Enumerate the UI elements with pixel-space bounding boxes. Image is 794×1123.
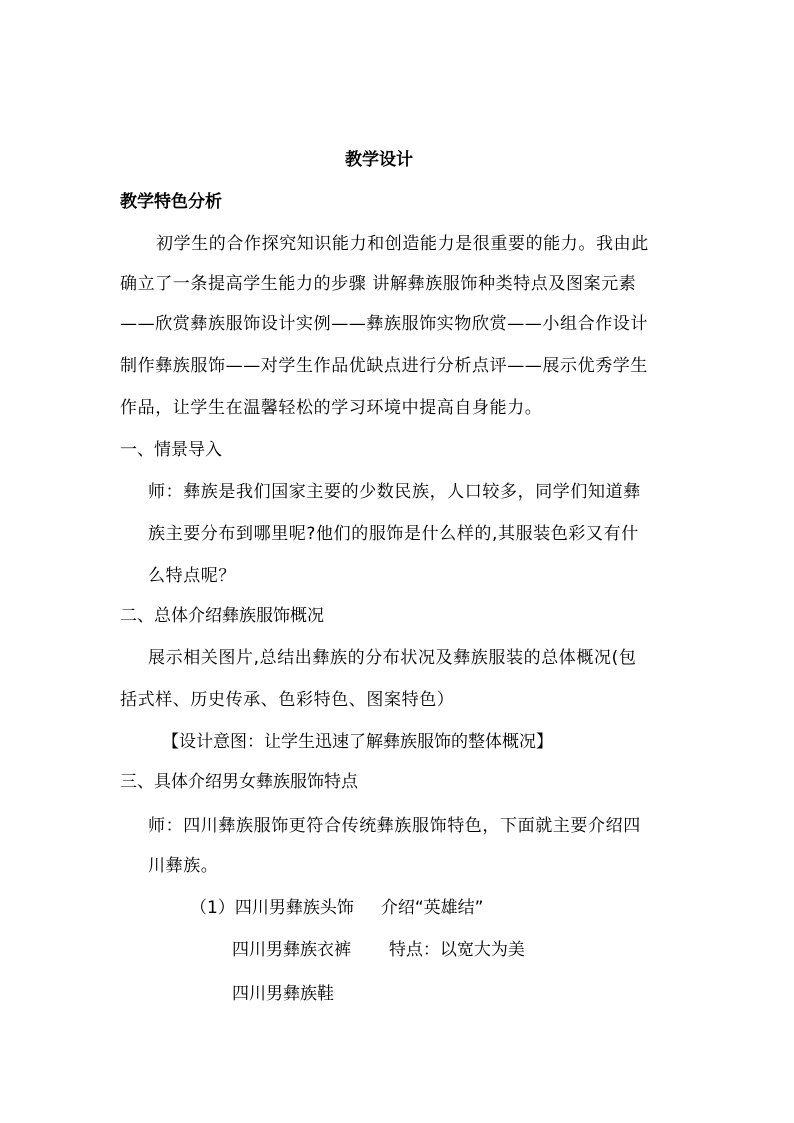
- paragraph-line: 括式样、历史传承、色彩特色、图案特色）: [120, 690, 455, 710]
- list-item: （1）四川男彝族头饰 介绍“英雄结”: [190, 898, 484, 918]
- paragraph-line: 师：四川彝族服饰更符合传统彝族服饰特色，下面就主要介绍四: [148, 816, 641, 836]
- intro-line: 确立了一条提高学生能力的步骤 讲解彝族服饰种类特点及图案元素: [120, 274, 637, 294]
- list-item: 四川男彝族鞋: [232, 984, 334, 1004]
- paragraph-line: 川彝族。: [148, 856, 219, 876]
- list-item: 四川男彝族衣裤 特点：以宽大为美: [232, 940, 525, 960]
- document-title: 教学设计: [345, 150, 413, 170]
- paragraph-line: 展示相关图片,总结出彝族的分布状况及彝族服装的总体概况(包: [148, 648, 637, 668]
- paragraph-line: 师：彝族是我们国家主要的少数民族，人口较多，同学们知道彝: [148, 482, 641, 502]
- intro-line: ——欣赏彝族服饰设计实例——彝族服饰实物欣赏——小组合作设计: [120, 314, 648, 334]
- paragraph-line: 么特点呢？: [148, 566, 236, 586]
- intro-line: 初学生的合作探究知识能力和创造能力是很重要的能力。我由此: [156, 234, 649, 254]
- intro-line: 制作彝族服饰——对学生作品优缺点进行分析点评——展示优秀学生: [120, 356, 648, 376]
- section-heading-analysis: 教学特色分析: [120, 192, 222, 212]
- paragraph-line: 族主要分布到哪里呢?他们的服饰是什么样的,其服装色彩又有什: [148, 524, 639, 544]
- section-title-3: 三、具体介绍男女彝族服饰特点: [120, 772, 358, 792]
- intro-line: 作品，让学生在温馨轻松的学习环境中提高自身能力。: [120, 398, 543, 418]
- design-intent-note: 【设计意图：让学生迅速了解彝族服饰的整体概况】: [162, 732, 553, 752]
- section-title-1: 一、情景导入: [120, 440, 222, 460]
- section-title-2: 二、总体介绍彝族服饰概况: [120, 606, 324, 626]
